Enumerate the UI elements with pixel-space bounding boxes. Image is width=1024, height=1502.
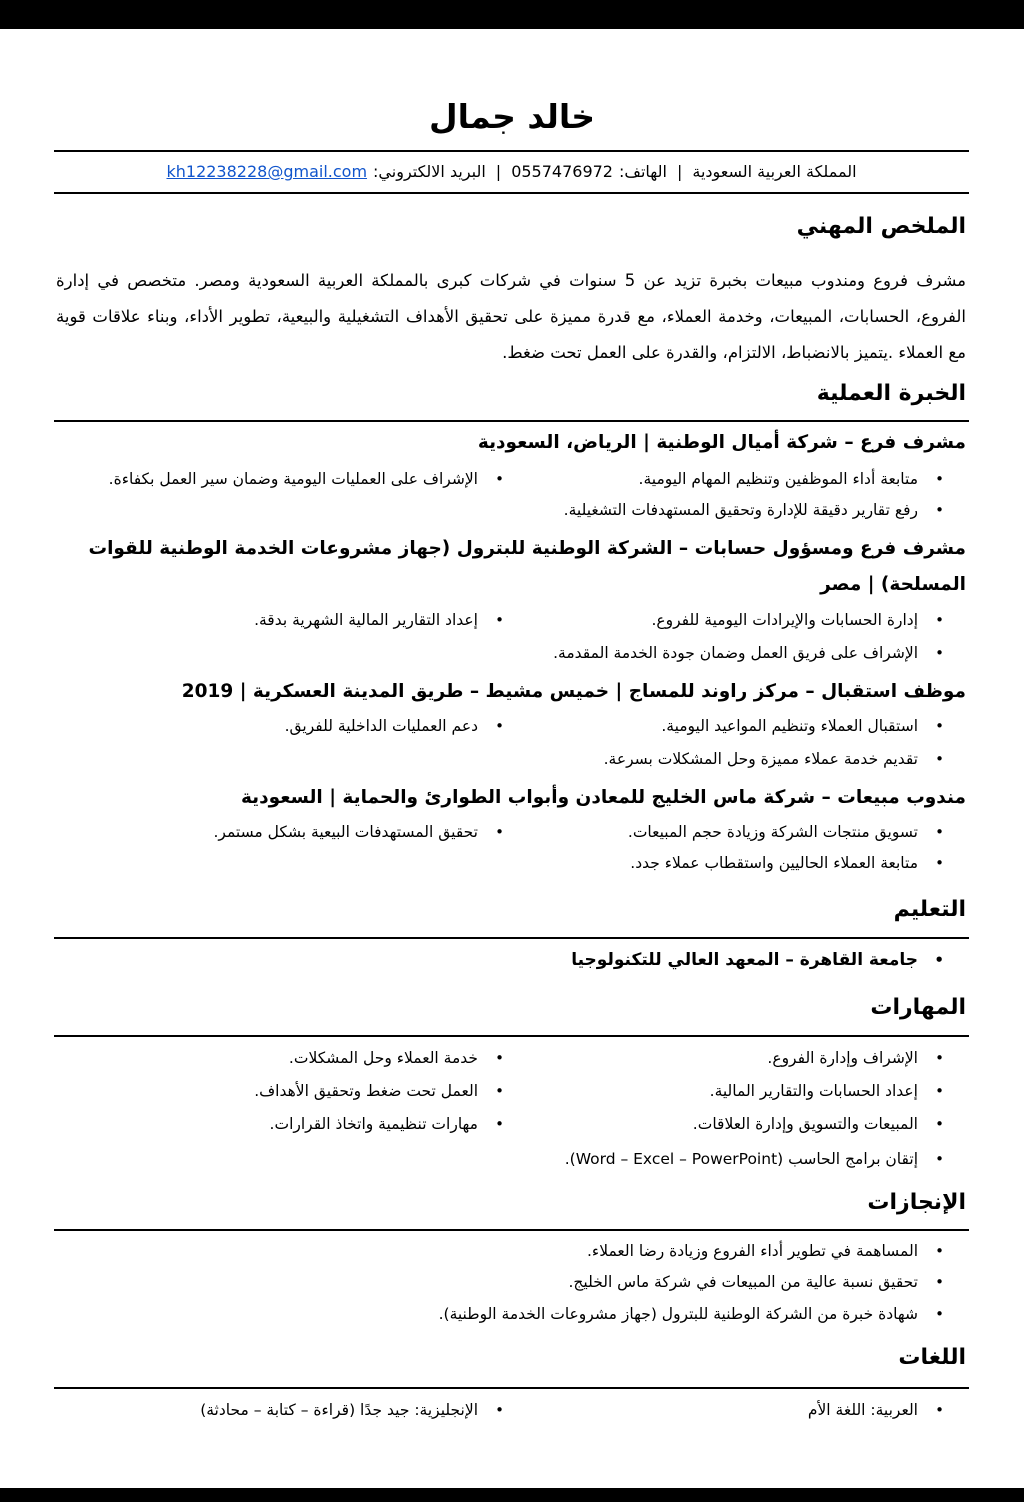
job-title: مشرف فرع ومسؤول حسابات – الشركة الوطنية للبترول (جهاز مشروعات الخدمة الوطنية للقوات المسلحة) | مصر — [88, 538, 966, 595]
achievement-item: • تحقيق نسبة عالية من المبيعات في شركة ماس الخليج. — [568, 1268, 944, 1296]
email-label: البريد الالكتروني: — [373, 162, 486, 181]
email-link[interactable]: kh12238228@gmail.com — [166, 162, 368, 181]
skill-item: • إتقان برامج الحاسب (Word – Excel – PowerPoint). — [565, 1145, 944, 1173]
bottom-black-bar — [0, 1488, 1024, 1502]
skill-item: • العمل تحت ضغط وتحقيق الأهداف. — [254, 1077, 504, 1105]
header-bottom-divider — [54, 192, 969, 194]
location-text: المملكة العربية السعودية — [692, 162, 857, 181]
job-title: مندوب مبيعات – شركة ماس الخليج للمعادن وأبواب الطوارئ والحماية | السعودية — [240, 787, 966, 808]
contact-line — [54, 158, 969, 186]
contact-separator: | — [676, 162, 683, 181]
phone-label: الهاتف: — [618, 162, 667, 181]
skill-item: • خدمة العملاء وحل المشكلات. — [289, 1044, 504, 1072]
job-bullet: • متابعة العملاء الحاليين واستقطاب عملاء جدد. — [630, 849, 944, 877]
achievements-heading: الإنجازات — [867, 1190, 966, 1215]
job-title: موظف استقبال – مركز راوند للمساج | خميس مشيط – طريق المدينة العسكرية | 2019 — [181, 681, 966, 702]
education-item: • جامعة القاهرة – المعهد العالي للتكنولوجيا — [571, 946, 944, 974]
skills-divider — [54, 1035, 969, 1037]
achievement-item: • المساهمة في تطوير أداء الفروع وزيادة رضا العملاء. — [587, 1237, 944, 1265]
experience-divider — [54, 420, 969, 422]
languages-heading: اللغات — [898, 1345, 966, 1370]
skill-item: • إعداد الحسابات والتقارير المالية. — [710, 1077, 944, 1105]
languages-divider — [54, 1387, 969, 1389]
language-item: • الإنجليزية: جيد جدًا (قراءة – كتابة – محادثة) — [200, 1396, 504, 1424]
skill-item: • مهارات تنظيمية واتخاذ القرارات. — [270, 1110, 504, 1138]
experience-heading: الخبرة العملية — [816, 381, 966, 406]
achievement-item: • شهادة خبرة من الشركة الوطنية للبترول (جهاز مشروعات الخدمة الوطنية). — [439, 1300, 944, 1328]
language-item: • العربية: اللغة الأم — [808, 1396, 944, 1424]
job-bullet: • دعم العمليات الداخلية للفريق. — [285, 712, 504, 740]
resume-page — [0, 29, 1024, 1488]
skill-item: • المبيعات والتسويق وإدارة العلاقات. — [693, 1110, 944, 1138]
job-bullet: • تسويق منتجات الشركة وزيادة حجم المبيعات. — [628, 818, 944, 846]
job-bullet: • استقبال العملاء وتنظيم المواعيد اليومية. — [661, 712, 944, 740]
phone-number: 0557476972 — [511, 162, 613, 181]
header-top-divider — [54, 150, 969, 152]
job-bullet: • تقديم خدمة عملاء مميزة وحل المشكلات بسرعة. — [604, 745, 944, 773]
skill-item: • الإشراف وإدارة الفروع. — [767, 1044, 944, 1072]
skills-heading: المهارات — [870, 995, 966, 1020]
job-bullet: • الإشراف على العمليات اليومية وضمان سير العمل بكفاءة. — [109, 465, 504, 493]
job-bullet: • إدارة الحسابات والإيرادات اليومية للفروع. — [651, 606, 944, 634]
job-title: مشرف فرع – شركة أميال الوطنية | الرياض، السعودية — [477, 432, 966, 453]
education-divider — [54, 937, 969, 939]
summary-heading: الملخص المهني — [796, 214, 966, 239]
candidate-name: خالد جمال — [428, 97, 596, 136]
top-black-bar — [0, 0, 1024, 29]
summary-paragraph: مشرف فروع ومندوب مبيعات بخبرة تزيد عن 5 سنوات في شركات كبرى بالمملكة العربية السعودية ومصر. متخصص في إدارة الفروع، الحسابات، المبيعات، وخدمة العملاء، مع قدرة مميزة على تحقيق الأهداف التشغيلية والبيعية، تطوير الأداء، وبناء علاقات قوية مع العملاء .يتميز بالانضباط، الالتزام، والقدرة على العمل تحت ضغط. — [56, 271, 967, 362]
job-bullet: • رفع تقارير دقيقة للإدارة وتحقيق المستهدفات التشغيلية. — [564, 496, 944, 524]
job-bullet: • الإشراف على فريق العمل وضمان جودة الخدمة المقدمة. — [553, 639, 944, 667]
job-bullet: • متابعة أداء الموظفين وتنظيم المهام اليومية. — [639, 465, 944, 493]
education-heading: التعليم — [893, 897, 966, 922]
achievements-divider — [54, 1229, 969, 1231]
contact-separator: | — [495, 162, 502, 181]
job-bullet: • إعداد التقارير المالية الشهرية بدقة. — [254, 606, 504, 634]
job-bullet: • تحقيق المستهدفات البيعية بشكل مستمر. — [213, 818, 504, 846]
